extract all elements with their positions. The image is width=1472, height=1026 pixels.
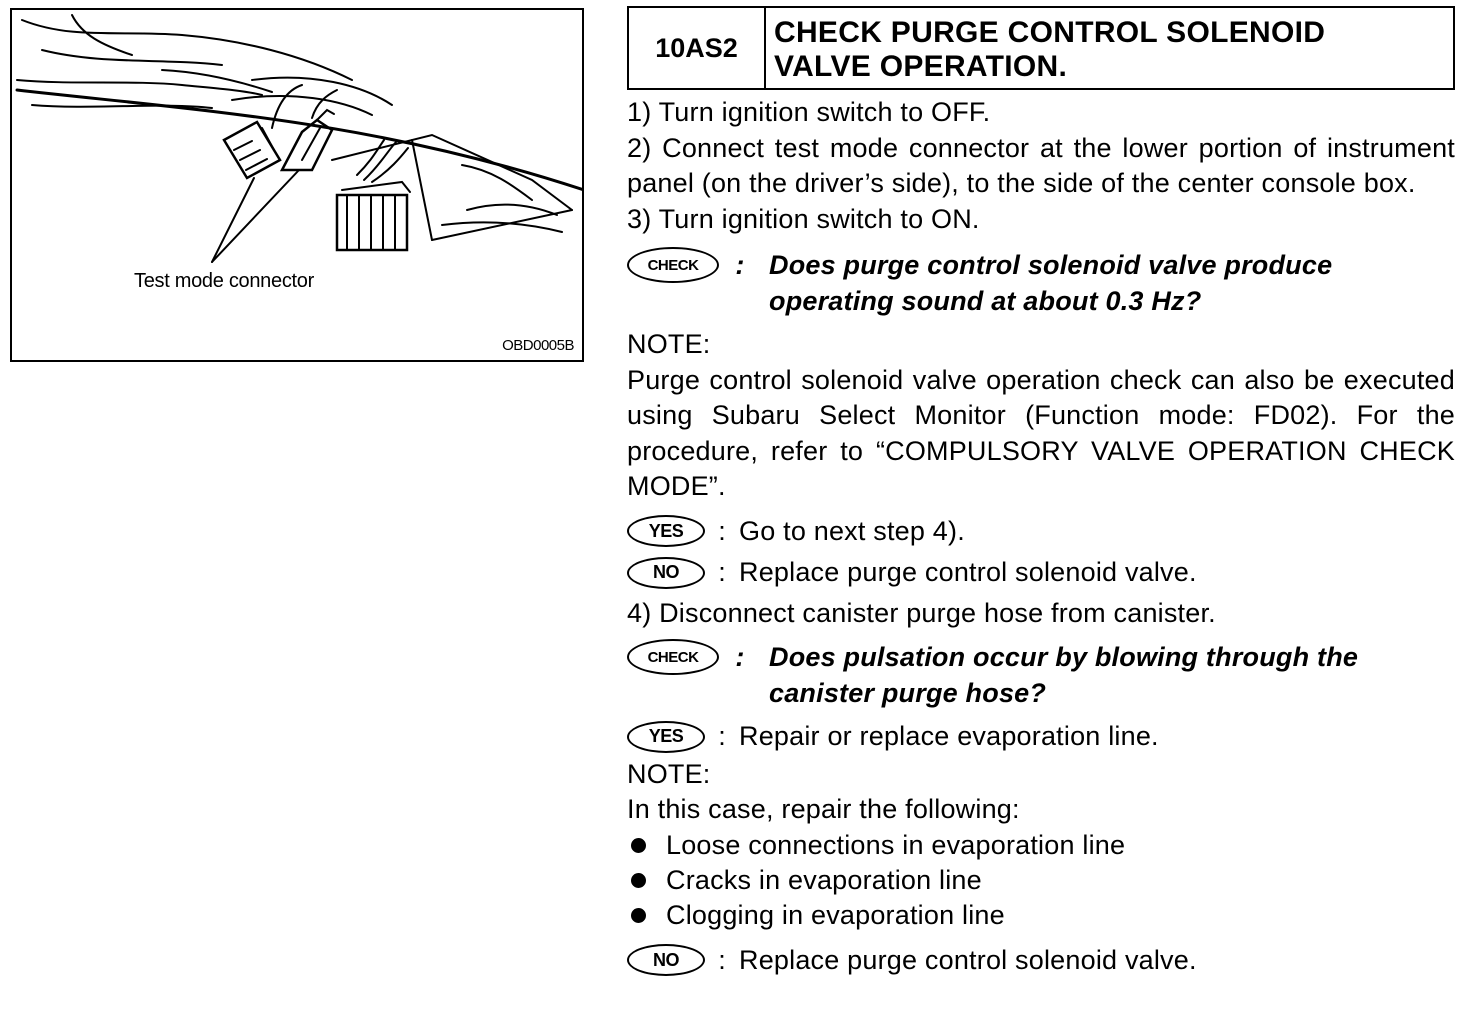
no-row-1 — [627, 555, 1455, 591]
procedure-column — [627, 6, 1455, 978]
step-3: 3) Turn ignition switch to ON. — [627, 203, 980, 234]
step-2: 2) Connect test mode connector at the lower portion of instrument panel (on the driver’s side), to the side of the center console box. — [627, 132, 1455, 198]
note-heading-1: NOTE: — [627, 329, 711, 359]
figure-code: OBD0005B — [502, 337, 574, 354]
list-item-text: Clogging in evaporation line — [666, 899, 1005, 930]
yes-result-1: Go to next step 4). — [739, 515, 965, 546]
check-question-1 — [769, 247, 1332, 319]
check-badge: CHECK — [627, 247, 719, 283]
check-question-1-line2: operating sound at about 0.3 Hz? — [769, 286, 1202, 316]
figure-callout-label: Test mode connector — [134, 270, 314, 292]
repair-list — [627, 828, 1455, 933]
check-question-2 — [769, 639, 1358, 711]
step-title — [766, 8, 1453, 88]
no-result-1: Replace purge control solenoid valve. — [739, 557, 1197, 587]
no-badge-2: NO — [627, 944, 705, 976]
list-item — [627, 828, 1455, 863]
list-item-text: Loose connections in evaporation line — [666, 829, 1126, 860]
step-1: 1) Turn ignition switch to OFF. — [627, 97, 991, 127]
yes-row-1 — [627, 514, 1455, 550]
step-code: 10AS2 — [629, 8, 766, 88]
yes-result-2: Repair or replace evaporation line. — [739, 721, 1159, 751]
no-row-2 — [627, 943, 1455, 979]
no-colon: : — [718, 557, 726, 588]
list-item — [627, 898, 1455, 933]
step-4: 4) Disconnect canister purge hose from canister. — [627, 597, 1216, 628]
list-item — [627, 863, 1455, 898]
step-header — [627, 6, 1455, 90]
yes-colon: : — [718, 515, 726, 546]
note-intro-2: In this case, repair the following: — [627, 794, 1020, 824]
no-colon-2: : — [718, 944, 726, 975]
bullet-icon — [631, 873, 646, 888]
bullet-icon — [631, 838, 646, 853]
yes-badge: YES — [627, 515, 705, 547]
yes-colon-2: : — [718, 721, 726, 752]
check-colon-2: : — [735, 642, 745, 672]
check-badge-2: CHECK — [627, 639, 719, 675]
step-title-line2: VALVE OPERATION. — [774, 50, 1068, 83]
no-result-2: Replace purge control solenoid valve. — [739, 944, 1197, 975]
yes-badge-2: YES — [627, 721, 705, 753]
yes-row-2 — [627, 719, 1455, 755]
dashboard-drawing — [12, 10, 584, 362]
check-question-2-line1: Does pulsation occur by blowing through the — [769, 642, 1359, 672]
list-item-text: Cracks in evaporation line — [666, 864, 982, 895]
note-heading-2: NOTE: — [627, 758, 711, 789]
check-row-2 — [627, 639, 1455, 711]
note-body-1: Purge control solenoid valve operation check can also be executed using Subaru Select Monitor (Function mode: FD02). For the procedure, refer to “COMPULSORY VALVE OPERATION CHECK MODE”. — [627, 364, 1455, 501]
check-question-2-line2: canister purge hose? — [769, 678, 1047, 708]
connector-illustration — [10, 8, 584, 362]
step-title-line1: CHECK PURGE CONTROL SOLENOID — [774, 16, 1326, 49]
check-question-1-line1: Does purge control solenoid valve produce — [769, 250, 1333, 280]
check-colon: : — [735, 250, 745, 280]
no-badge: NO — [627, 557, 705, 589]
bullet-icon — [631, 908, 646, 923]
check-row-1 — [627, 247, 1455, 319]
